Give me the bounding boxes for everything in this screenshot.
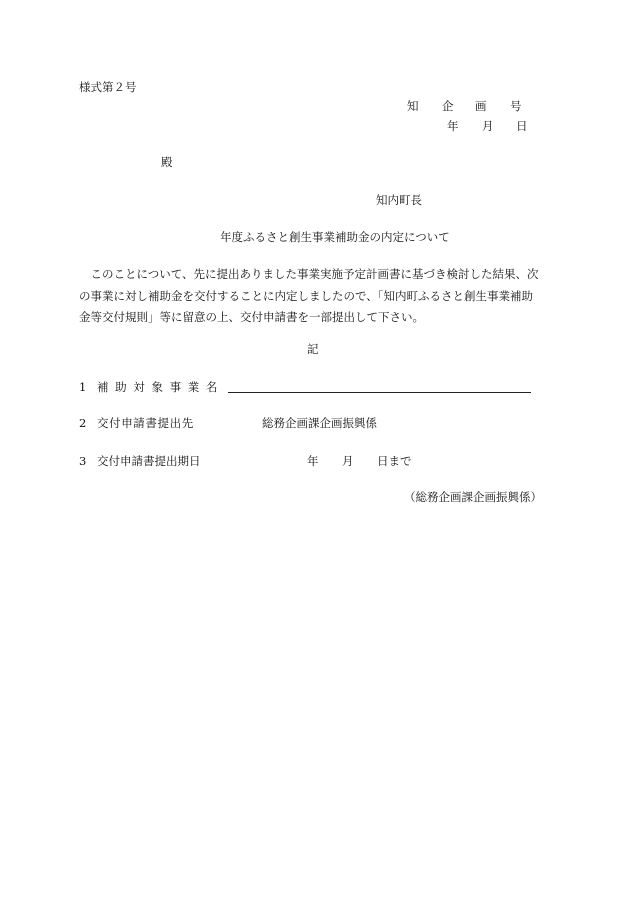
item-2-number: 2: [79, 416, 87, 430]
item-3-number: 3: [79, 454, 87, 468]
item-1-label: 補 助 対 象 事 業 名: [97, 380, 219, 394]
addressee-suffix: 殿: [161, 155, 173, 169]
footer-department: （総務企画課企画振興係）: [404, 490, 542, 504]
item-3-label: 交付申請書提出期日: [97, 454, 201, 468]
date-year: 年: [447, 119, 459, 133]
ref-char-2: 企: [442, 99, 454, 113]
item-1-blank-line: [228, 392, 531, 393]
item-1-number: 1: [79, 380, 87, 394]
body-line-2: の事業に対し補助金を交付することに内定しましたので、「知内町ふるさと創生事業補助: [79, 288, 534, 303]
document-title: 年度ふるさと創生事業補助金の内定について: [220, 230, 450, 244]
item-2-label: 交付申請書提出先: [97, 416, 194, 430]
item-3-day: 日まで: [377, 454, 412, 468]
ref-char-3: 画: [475, 99, 487, 113]
body-line-1: このことについて、先に提出ありました事業実施予定計画書に基づき検討した結果、次: [79, 267, 539, 281]
ref-char-4: 号: [510, 99, 522, 113]
body-paragraph: [79, 264, 559, 329]
item-2-value: 総務企画課企画振興係: [262, 416, 377, 430]
date-day: 日: [516, 119, 528, 133]
form-number: 様式第２号: [79, 80, 137, 94]
date-month: 月: [482, 119, 494, 133]
item-3-month: 月: [342, 454, 354, 468]
body-line-3: 金等交付規則」等に留意の上、交付申請書を一部提出して下さい。: [79, 310, 424, 324]
ki-heading: 記: [307, 342, 319, 356]
sender: 知内町長: [376, 193, 422, 207]
item-3-year: 年: [307, 454, 319, 468]
ref-char-1: 知: [407, 99, 419, 113]
